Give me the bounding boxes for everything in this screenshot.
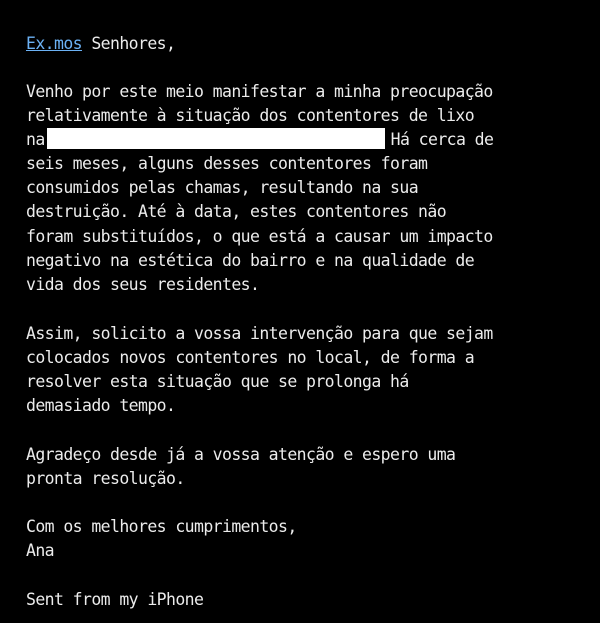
- greeting-line: [26, 32, 175, 56]
- paragraph-1-line-8: negativo na estética do bairro e na qualidade de: [26, 251, 475, 270]
- paragraph-3-line-2: pronta resolução.: [26, 469, 185, 488]
- paragraph-2-line-3: resolver esta situação que se prolonga há: [26, 372, 409, 391]
- paragraph-2-line-4: demasiado tempo.: [26, 396, 176, 415]
- paragraph-1-line-6: destruição. Até à data, estes contentores não: [26, 202, 447, 221]
- paragraph-1-line-3-start: na: [26, 130, 45, 149]
- paragraph-1-line-3-end: Há cerca de: [390, 130, 494, 149]
- paragraph-1-line-2: relativamente à situação dos contentores de lixo: [26, 106, 475, 125]
- redaction-block: [47, 128, 385, 149]
- paragraph-2-line-2: colocados novos contentores no local, de forma a: [26, 348, 475, 367]
- signature-line: Sent from my iPhone: [26, 590, 204, 609]
- paragraph-1-line-5: consumidos pelas chamas, resultando na sua: [26, 178, 419, 197]
- closing-line: Com os melhores cumprimentos,: [26, 517, 297, 536]
- greeting-text: Senhores,: [82, 34, 176, 53]
- paragraph-1-line-3: [26, 128, 493, 152]
- paragraph-3-line-1: Agradeço desde já a vossa atenção e espero uma: [26, 445, 456, 464]
- sender-name: Ana: [26, 541, 55, 560]
- paragraph-1-line-1: Venho por este meio manifestar a minha preocupação: [26, 82, 493, 101]
- paragraph-1-line-7: foram substituídos, o que está a causar um impacto: [26, 227, 493, 246]
- greeting-link[interactable]: Ex.mos: [26, 34, 83, 53]
- paragraph-1-line-9: vida dos seus residentes.: [26, 275, 260, 294]
- paragraph-1-line-4: seis meses, alguns desses contentores foram: [26, 154, 428, 173]
- paragraph-2-line-1: Assim, solicito a vossa intervenção para que sejam: [26, 324, 493, 343]
